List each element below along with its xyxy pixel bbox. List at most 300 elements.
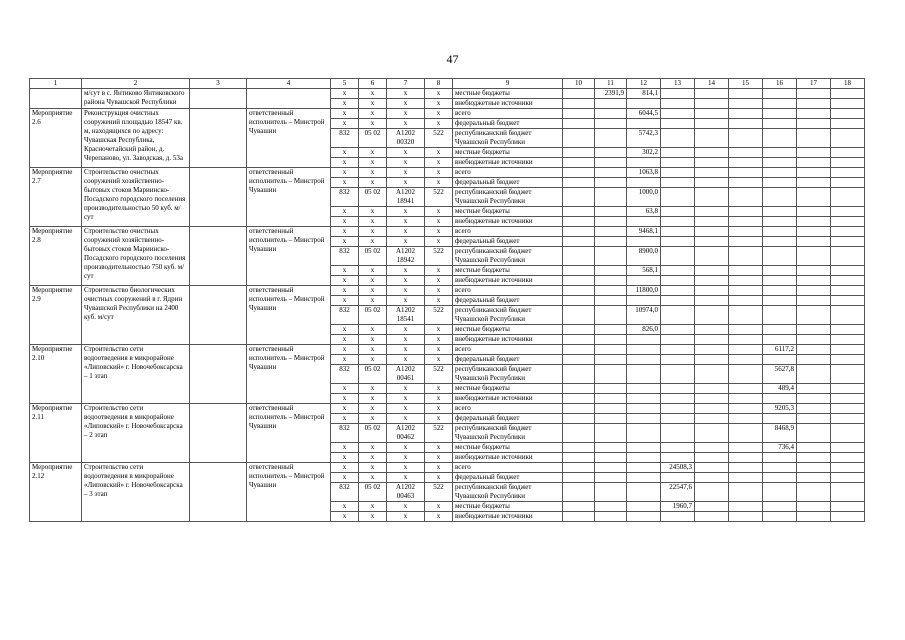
amount-cell — [797, 109, 831, 119]
amount-cell — [695, 463, 729, 473]
amount-cell — [797, 119, 831, 129]
section-code: 05 02 — [359, 129, 387, 148]
funding-source: республиканский бюджет Чувашской Республики — [453, 424, 563, 443]
column-number: 14 — [695, 79, 729, 89]
amount-cell — [563, 325, 595, 335]
amount-cell — [831, 276, 865, 286]
amount-cell — [563, 443, 595, 453]
amount-cell — [627, 296, 661, 306]
amount-cell — [563, 119, 595, 129]
amount-cell — [595, 483, 627, 502]
expense-type-code: 522 — [425, 129, 453, 148]
grbs-code: х — [331, 89, 359, 99]
amount-cell — [797, 266, 831, 276]
amount-cell — [595, 286, 627, 296]
section-code: х — [359, 453, 387, 463]
amount-cell — [763, 217, 797, 227]
amount-cell — [729, 148, 763, 158]
amount-cell — [797, 443, 831, 453]
amount-cell — [563, 345, 595, 355]
amount-cell — [595, 325, 627, 335]
amount-cell — [763, 453, 797, 463]
section-code: х — [359, 325, 387, 335]
amount-cell — [729, 119, 763, 129]
expense-type-code: х — [425, 394, 453, 404]
amount-cell — [661, 276, 695, 286]
grbs-code: х — [331, 148, 359, 158]
amount-cell — [729, 247, 763, 266]
empty-cell — [190, 345, 247, 404]
amount-cell — [595, 453, 627, 463]
amount-cell — [831, 473, 865, 483]
column-number: 12 — [627, 79, 661, 89]
target-article-code: А1202 18942 — [387, 247, 425, 266]
target-article-code: х — [387, 502, 425, 512]
amount-cell — [797, 168, 831, 178]
amount-cell — [563, 384, 595, 394]
amount-cell — [661, 414, 695, 424]
section-code: х — [359, 355, 387, 365]
amount-cell — [563, 247, 595, 266]
amount-cell — [627, 365, 661, 384]
target-article-code: х — [387, 109, 425, 119]
amount-cell — [797, 394, 831, 404]
grbs-code: 832 — [331, 129, 359, 148]
amount-cell — [763, 473, 797, 483]
column-numbers-row — [30, 79, 865, 89]
amount-cell — [729, 129, 763, 148]
column-number: 2 — [82, 79, 190, 89]
amount-cell — [831, 443, 865, 453]
grbs-code: х — [331, 473, 359, 483]
amount-cell — [595, 365, 627, 384]
section-code: х — [359, 217, 387, 227]
target-article-code: х — [387, 178, 425, 188]
responsible-executor: ответственный исполнитель – Минстрой Чувашии — [247, 404, 331, 463]
amount-cell — [627, 99, 661, 109]
amount-cell — [763, 325, 797, 335]
amount-cell — [661, 247, 695, 266]
amount-cell — [695, 424, 729, 443]
amount-cell — [831, 158, 865, 168]
responsible-executor: ответственный исполнитель – Минстрой Чувашии — [247, 109, 331, 168]
amount-cell — [627, 473, 661, 483]
section-code: х — [359, 158, 387, 168]
amount-cell — [695, 188, 729, 207]
amount-cell — [595, 158, 627, 168]
amount-cell — [595, 443, 627, 453]
amount-cell — [797, 414, 831, 424]
grbs-code: х — [331, 266, 359, 276]
expense-type-code: х — [425, 168, 453, 178]
grbs-code: 832 — [331, 188, 359, 207]
amount-cell — [797, 483, 831, 502]
amount-cell — [729, 512, 763, 522]
amount-cell — [831, 296, 865, 306]
section-code: х — [359, 286, 387, 296]
amount-cell — [595, 276, 627, 286]
amount-cell — [729, 394, 763, 404]
section-code: х — [359, 414, 387, 424]
amount-cell — [695, 453, 729, 463]
measure-id: Мероприятие 2.11 — [30, 404, 82, 463]
measure-id: Мероприятие 2.6 — [30, 109, 82, 168]
empty-cell — [190, 109, 247, 168]
amount-cell — [797, 158, 831, 168]
grbs-code: х — [331, 207, 359, 217]
amount-cell — [627, 424, 661, 443]
funding-source: республиканский бюджет Чувашской Республики — [453, 483, 563, 502]
table-row — [30, 345, 865, 355]
grbs-code: 832 — [331, 247, 359, 266]
amount-cell — [729, 463, 763, 473]
grbs-code: х — [331, 453, 359, 463]
amount-cell — [627, 178, 661, 188]
amount-cell — [763, 188, 797, 207]
amount-cell — [661, 148, 695, 158]
amount-cell — [729, 306, 763, 325]
amount-cell — [729, 276, 763, 286]
funding-source: внебюджетные источники — [453, 335, 563, 345]
amount-cell — [661, 89, 695, 99]
amount-cell — [595, 266, 627, 276]
amount-cell — [729, 217, 763, 227]
section-code: х — [359, 394, 387, 404]
amount-cell — [831, 266, 865, 276]
amount-cell: 9468,1 — [627, 227, 661, 237]
amount-cell — [831, 345, 865, 355]
funding-source: всего — [453, 404, 563, 414]
amount-cell — [729, 227, 763, 237]
amount-cell: 814,1 — [627, 89, 661, 99]
amount-cell — [695, 276, 729, 286]
amount-cell — [797, 227, 831, 237]
expense-type-code: х — [425, 453, 453, 463]
grbs-code: х — [331, 237, 359, 247]
section-code: х — [359, 168, 387, 178]
target-article-code: А1202 00320 — [387, 129, 425, 148]
amount-cell — [595, 355, 627, 365]
funding-source: всего — [453, 463, 563, 473]
amount-cell — [695, 286, 729, 296]
expense-type-code: х — [425, 325, 453, 335]
amount-cell — [661, 473, 695, 483]
funding-source: местные бюджеты — [453, 443, 563, 453]
section-code: 05 02 — [359, 306, 387, 325]
amount-cell: 2391,9 — [595, 89, 627, 99]
grbs-code: х — [331, 168, 359, 178]
target-article-code: х — [387, 345, 425, 355]
amount-cell — [797, 345, 831, 355]
column-number: 18 — [831, 79, 865, 89]
column-number: 7 — [387, 79, 425, 89]
amount-cell — [695, 414, 729, 424]
column-number: 8 — [425, 79, 453, 89]
empty-cell — [190, 463, 247, 522]
amount-cell — [695, 384, 729, 394]
amount-cell — [729, 443, 763, 453]
expense-type-code: х — [425, 473, 453, 483]
measure-name: Строительство сети водоотведения в микрорайоне «Липовский» г. Новочебоксарска – 1 этап — [82, 345, 190, 404]
funding-source: местные бюджеты — [453, 148, 563, 158]
amount-cell — [763, 335, 797, 345]
amount-cell — [563, 365, 595, 384]
expense-type-code: х — [425, 227, 453, 237]
target-article-code: х — [387, 296, 425, 306]
funding-source: всего — [453, 227, 563, 237]
column-number: 11 — [595, 79, 627, 89]
amount-cell — [729, 414, 763, 424]
responsible-executor: ответственный исполнитель – Минстрой Чувашии — [247, 463, 331, 522]
target-article-code: х — [387, 355, 425, 365]
amount-cell — [695, 129, 729, 148]
expense-type-code: х — [425, 512, 453, 522]
amount-cell — [763, 148, 797, 158]
amount-cell — [763, 168, 797, 178]
responsible-executor — [247, 89, 331, 109]
grbs-code: 832 — [331, 483, 359, 502]
amount-cell — [729, 424, 763, 443]
amount-cell — [563, 404, 595, 414]
column-number: 10 — [563, 79, 595, 89]
amount-cell — [695, 345, 729, 355]
amount-cell — [831, 207, 865, 217]
grbs-code: х — [331, 178, 359, 188]
responsible-executor: ответственный исполнитель – Минстрой Чувашии — [247, 286, 331, 345]
grbs-code: х — [331, 276, 359, 286]
amount-cell — [595, 394, 627, 404]
amount-cell — [797, 129, 831, 148]
funding-source: местные бюджеты — [453, 207, 563, 217]
amount-cell — [729, 89, 763, 99]
amount-cell — [627, 355, 661, 365]
amount-cell — [831, 109, 865, 119]
amount-cell — [729, 355, 763, 365]
amount-cell — [661, 99, 695, 109]
target-article-code: х — [387, 384, 425, 394]
funding-source: местные бюджеты — [453, 384, 563, 394]
amount-cell — [627, 158, 661, 168]
amount-cell — [729, 237, 763, 247]
section-code: х — [359, 512, 387, 522]
funding-source: всего — [453, 109, 563, 119]
expense-type-code: х — [425, 443, 453, 453]
grbs-code: 832 — [331, 306, 359, 325]
amount-cell — [595, 384, 627, 394]
amount-cell — [563, 148, 595, 158]
amount-cell — [831, 404, 865, 414]
target-article-code: х — [387, 512, 425, 522]
column-number: 16 — [763, 79, 797, 89]
amount-cell — [563, 306, 595, 325]
measure-name: м/сут в с. Янтиково Янтиковского района Чувашской Республики — [82, 89, 190, 109]
amount-cell — [831, 424, 865, 443]
target-article-code: х — [387, 335, 425, 345]
measure-name: Строительство очистных сооружений хозяйственно-бытовых стоков Мариинско-Посадского городского поселения производительностью 50 куб. м/сут — [82, 168, 190, 227]
amount-cell — [763, 355, 797, 365]
amount-cell — [627, 119, 661, 129]
amount-cell — [661, 404, 695, 414]
amount-cell — [831, 414, 865, 424]
amount-cell — [797, 188, 831, 207]
amount-cell — [763, 394, 797, 404]
grbs-code: х — [331, 335, 359, 345]
table-row — [30, 463, 865, 473]
amount-cell — [695, 355, 729, 365]
measure-name: Строительство очистных сооружений хозяйственно-бытовых стоков Мариинско-Посадского городского поселения производительностью 750 куб. м/сут — [82, 227, 190, 286]
amount-cell — [763, 483, 797, 502]
amount-cell — [831, 188, 865, 207]
amount-cell: 6117,2 — [763, 345, 797, 355]
amount-cell — [695, 99, 729, 109]
section-code: 05 02 — [359, 483, 387, 502]
funding-source: внебюджетные источники — [453, 394, 563, 404]
amount-cell — [797, 306, 831, 325]
grbs-code: х — [331, 286, 359, 296]
amount-cell — [627, 483, 661, 502]
table-row — [30, 168, 865, 178]
grbs-code: х — [331, 109, 359, 119]
expense-type-code: х — [425, 404, 453, 414]
funding-source: внебюджетные источники — [453, 276, 563, 286]
amount-cell — [831, 355, 865, 365]
amount-cell — [563, 89, 595, 99]
amount-cell — [695, 404, 729, 414]
funding-source: внебюджетные источники — [453, 99, 563, 109]
amount-cell — [661, 384, 695, 394]
amount-cell — [797, 148, 831, 158]
amount-cell — [729, 109, 763, 119]
amount-cell — [627, 394, 661, 404]
amount-cell — [627, 463, 661, 473]
target-article-code: А1202 00463 — [387, 483, 425, 502]
section-code: х — [359, 404, 387, 414]
amount-cell — [729, 158, 763, 168]
funding-source: местные бюджеты — [453, 266, 563, 276]
funding-source: федеральный бюджет — [453, 355, 563, 365]
grbs-code: х — [331, 325, 359, 335]
section-code: х — [359, 109, 387, 119]
amount-cell — [763, 227, 797, 237]
empty-cell — [190, 227, 247, 286]
funding-source: местные бюджеты — [453, 89, 563, 99]
amount-cell — [695, 217, 729, 227]
amount-cell — [797, 247, 831, 266]
amount-cell — [763, 266, 797, 276]
amount-cell — [695, 207, 729, 217]
amount-cell — [831, 453, 865, 463]
amount-cell — [661, 178, 695, 188]
amount-cell — [595, 345, 627, 355]
grbs-code: х — [331, 394, 359, 404]
amount-cell — [661, 443, 695, 453]
amount-cell: 63,8 — [627, 207, 661, 217]
amount-cell — [763, 502, 797, 512]
target-article-code: А1202 18941 — [387, 188, 425, 207]
amount-cell — [695, 227, 729, 237]
amount-cell — [595, 227, 627, 237]
amount-cell — [563, 473, 595, 483]
amount-cell — [661, 355, 695, 365]
amount-cell — [661, 325, 695, 335]
amount-cell — [563, 296, 595, 306]
amount-cell — [831, 286, 865, 296]
expense-type-code: х — [425, 414, 453, 424]
funding-source: республиканский бюджет Чувашской Республики — [453, 365, 563, 384]
amount-cell — [831, 483, 865, 502]
amount-cell — [661, 345, 695, 355]
amount-cell — [763, 414, 797, 424]
measure-id: Мероприятие 2.12 — [30, 463, 82, 522]
section-code: 05 02 — [359, 188, 387, 207]
amount-cell — [729, 286, 763, 296]
expense-type-code: х — [425, 335, 453, 345]
amount-cell — [797, 365, 831, 384]
column-number: 1 — [30, 79, 82, 89]
amount-cell: 8468,9 — [763, 424, 797, 443]
amount-cell — [661, 158, 695, 168]
amount-cell — [627, 502, 661, 512]
measure-id: Мероприятие 2.10 — [30, 345, 82, 404]
section-code: х — [359, 335, 387, 345]
amount-cell — [563, 502, 595, 512]
expense-type-code: х — [425, 178, 453, 188]
amount-cell — [563, 129, 595, 148]
amount-cell — [797, 286, 831, 296]
amount-cell — [563, 453, 595, 463]
grbs-code: х — [331, 502, 359, 512]
amount-cell: 22547,6 — [661, 483, 695, 502]
amount-cell — [563, 227, 595, 237]
grbs-code: х — [331, 384, 359, 394]
target-article-code: х — [387, 473, 425, 483]
expense-type-code: х — [425, 99, 453, 109]
grbs-code: х — [331, 227, 359, 237]
target-article-code: х — [387, 99, 425, 109]
amount-cell — [831, 237, 865, 247]
grbs-code: х — [331, 414, 359, 424]
expense-type-code: х — [425, 463, 453, 473]
amount-cell — [563, 109, 595, 119]
expense-type-code: х — [425, 89, 453, 99]
grbs-code: х — [331, 296, 359, 306]
section-code: х — [359, 443, 387, 453]
amount-cell — [563, 463, 595, 473]
funding-source: внебюджетные источники — [453, 158, 563, 168]
amount-cell — [831, 148, 865, 158]
amount-cell — [797, 453, 831, 463]
amount-cell: 1063,8 — [627, 168, 661, 178]
empty-cell — [190, 404, 247, 463]
amount-cell — [729, 345, 763, 355]
funding-source: республиканский бюджет Чувашской Республики — [453, 188, 563, 207]
amount-cell — [661, 237, 695, 247]
expense-type-code: х — [425, 207, 453, 217]
target-article-code: х — [387, 119, 425, 129]
target-article-code: х — [387, 394, 425, 404]
amount-cell — [797, 296, 831, 306]
amount-cell — [595, 424, 627, 443]
budget-table — [29, 78, 865, 522]
amount-cell — [729, 453, 763, 463]
amount-cell — [661, 335, 695, 345]
amount-cell — [695, 325, 729, 335]
amount-cell — [661, 365, 695, 384]
table-row — [30, 286, 865, 296]
grbs-code: 832 — [331, 424, 359, 443]
amount-cell — [661, 109, 695, 119]
amount-cell — [695, 394, 729, 404]
